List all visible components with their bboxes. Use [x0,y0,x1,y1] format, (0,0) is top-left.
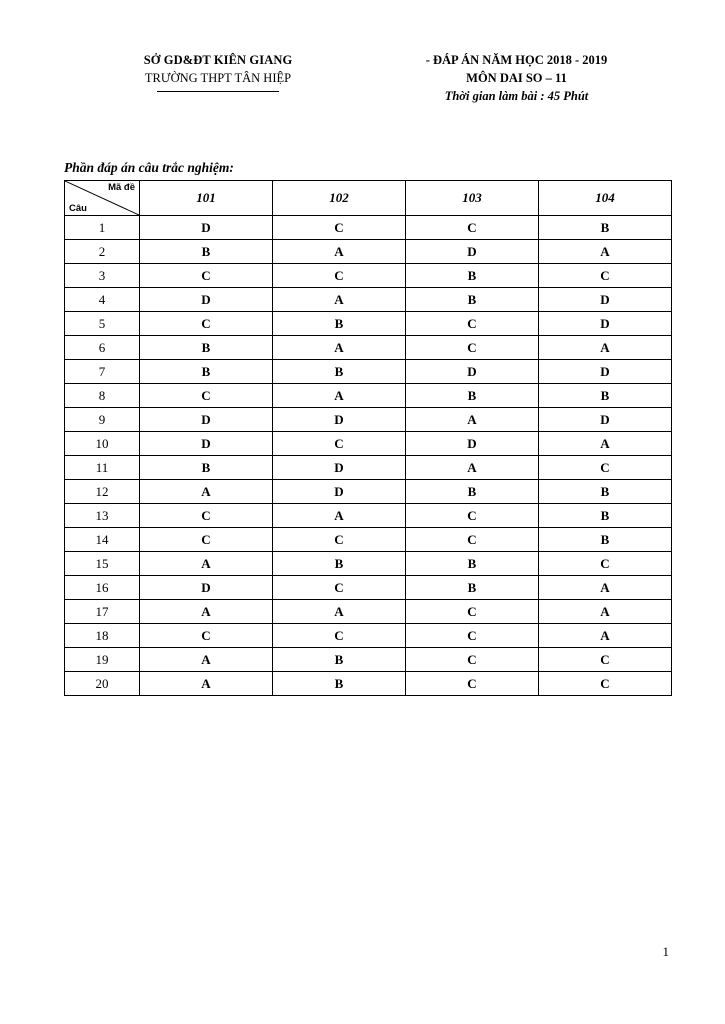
answer-cell: B [273,552,406,576]
question-number: 2 [65,240,140,264]
answer-cell: C [406,312,539,336]
answer-cell: B [140,240,273,264]
question-number: 18 [65,624,140,648]
question-number: 16 [65,576,140,600]
answer-cell: B [406,288,539,312]
question-number: 5 [65,312,140,336]
header-divider-rule [157,91,279,92]
answer-cell: A [273,240,406,264]
answer-cell: B [406,384,539,408]
table-row [65,552,672,576]
table-row [65,528,672,552]
answer-cell: B [406,576,539,600]
table-row [65,216,672,240]
table-row [65,240,672,264]
answer-cell: C [406,648,539,672]
answer-cell: D [539,312,672,336]
answer-cell: D [140,432,273,456]
page-title: Phần đáp án câu trắc nghiệm: [64,160,234,175]
answer-cell: D [273,456,406,480]
answer-cell: A [273,336,406,360]
answer-cell: B [539,504,672,528]
table-row [65,648,672,672]
answer-cell: C [140,312,273,336]
answer-cell: C [406,672,539,696]
answer-cell: C [140,528,273,552]
question-number: 19 [65,648,140,672]
question-number: 20 [65,672,140,696]
document-header [64,52,669,106]
answer-cell: C [539,672,672,696]
answer-cell: C [406,336,539,360]
question-number: 3 [65,264,140,288]
answer-cell: B [140,456,273,480]
answer-cell: B [539,528,672,552]
question-number: 10 [65,432,140,456]
question-number: 4 [65,288,140,312]
table-row [65,576,672,600]
exam-code-header-102: 102 [273,181,406,216]
answer-cell: C [273,576,406,600]
answer-cell: B [539,216,672,240]
answer-cell: A [140,648,273,672]
answer-cell: A [140,600,273,624]
answer-cell: C [539,552,672,576]
answer-cell: C [539,264,672,288]
answer-cell: A [539,600,672,624]
answer-cell: A [406,456,539,480]
answer-cell: C [539,456,672,480]
table-row [65,456,672,480]
answer-cell: D [406,432,539,456]
question-number: 14 [65,528,140,552]
header-school-block [64,52,354,92]
department-name: SỞ GD&ĐT KIÊN GIANG [143,53,293,67]
exam-code-header-101: 101 [140,181,273,216]
corner-code-label: Mã đề [108,182,135,193]
table-corner-cell [65,181,140,216]
answer-cell: D [140,576,273,600]
answer-cell: C [273,432,406,456]
answer-cell: A [273,600,406,624]
table-row [65,288,672,312]
question-number: 8 [65,384,140,408]
answer-cell: A [406,408,539,432]
answer-cell: A [140,480,273,504]
table-row [65,624,672,648]
question-number: 1 [65,216,140,240]
question-number: 15 [65,552,140,576]
answers-table-wrapper [64,180,671,696]
answer-cell: A [539,624,672,648]
question-number: 7 [65,360,140,384]
answer-cell: A [273,288,406,312]
question-number: 17 [65,600,140,624]
table-row [65,360,672,384]
answer-cell: B [406,552,539,576]
answer-cell: D [273,408,406,432]
duration-text: Thời gian làm bài : 45 Phút [444,89,589,103]
answer-cell: D [140,216,273,240]
exam-code-header-103: 103 [406,181,539,216]
answer-cell: C [406,528,539,552]
answer-cell: A [539,432,672,456]
header-exam-block [354,52,669,106]
answer-cell: C [273,216,406,240]
table-row [65,504,672,528]
exam-code-header-104: 104 [539,181,672,216]
answer-cell: C [273,264,406,288]
answer-cell: D [539,360,672,384]
answer-cell: C [406,600,539,624]
question-number: 11 [65,456,140,480]
subject-title: MÔN DAI SO – 11 [466,71,567,85]
answer-cell: B [273,672,406,696]
question-number: 13 [65,504,140,528]
answer-cell: D [273,480,406,504]
answer-cell: C [140,264,273,288]
answer-cell: B [273,360,406,384]
answer-cell: A [539,336,672,360]
answer-cell: A [273,504,406,528]
question-number: 9 [65,408,140,432]
answer-cell: B [273,648,406,672]
answer-cell: D [539,408,672,432]
answer-cell: D [140,408,273,432]
answer-cell: B [140,336,273,360]
corner-question-label: Câu [69,203,87,214]
answer-cell: B [406,264,539,288]
table-row [65,336,672,360]
question-number: 6 [65,336,140,360]
answer-cell: C [273,528,406,552]
table-row [65,312,672,336]
answer-cell: B [539,384,672,408]
page-number: 1 [662,944,669,959]
answers-table-head [65,181,672,216]
answers-table [64,180,672,696]
answer-cell: A [539,240,672,264]
table-row [65,264,672,288]
answer-cell: C [406,216,539,240]
answer-cell: B [273,312,406,336]
answer-cell: C [273,624,406,648]
school-name: TRƯỜNG THPT TÂN HIỆP [144,71,292,85]
answer-cell: B [406,480,539,504]
table-row [65,600,672,624]
answer-cell: A [273,384,406,408]
answer-cell: A [539,576,672,600]
answer-cell: D [140,288,273,312]
answer-cell: D [406,360,539,384]
question-number: 12 [65,480,140,504]
table-row [65,408,672,432]
answer-cell: A [140,552,273,576]
answer-cell: B [539,480,672,504]
answer-cell: B [140,360,273,384]
table-row [65,672,672,696]
answer-cell: A [140,672,273,696]
answer-cell: C [140,504,273,528]
answer-cell: C [406,624,539,648]
answer-cell: C [406,504,539,528]
answer-cell: C [539,648,672,672]
table-row [65,432,672,456]
answer-cell: C [140,624,273,648]
answers-table-body [65,216,672,696]
answer-cell: D [539,288,672,312]
answer-cell: D [406,240,539,264]
table-row [65,384,672,408]
table-header-row [65,181,672,216]
answer-cell: C [140,384,273,408]
table-row [65,480,672,504]
answer-key-title: - ĐÁP ÁN NĂM HỌC 2018 - 2019 [425,53,608,67]
